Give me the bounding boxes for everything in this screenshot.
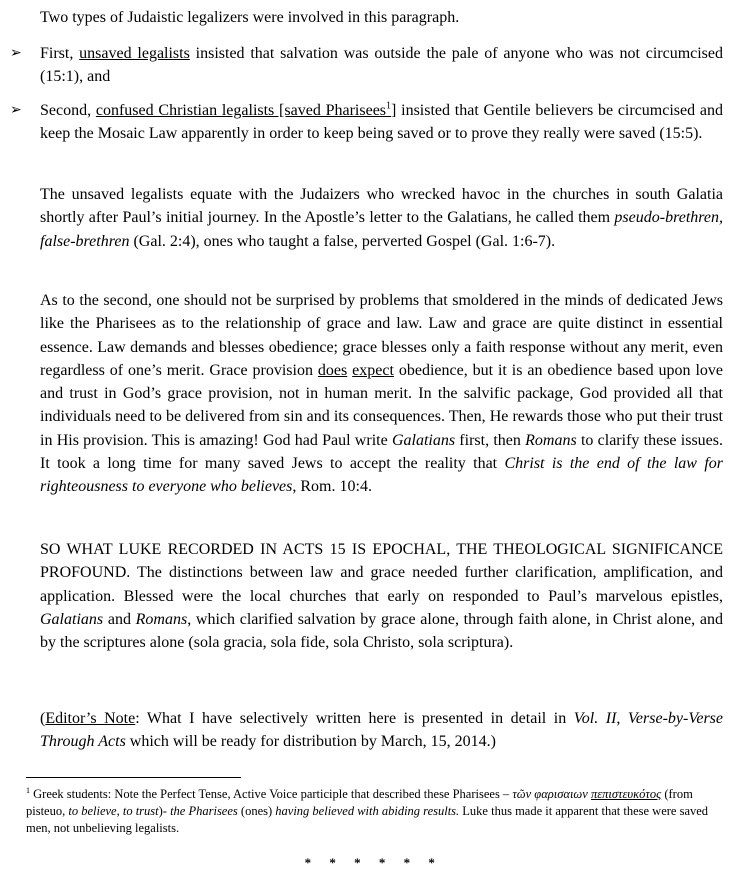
bullet-term: unsaved legalists xyxy=(79,45,190,62)
text-run: , which clarified salvation by grace alone, through faith alone, in Christ alone, and by the scriptures alone (sola gracia, sola fide, sola Christo, sola scriptura). xyxy=(40,610,723,652)
bullet-lead: First, xyxy=(40,45,80,62)
section-separator: * * * * * * xyxy=(304,855,436,870)
italic-run: having believed with abiding results. xyxy=(275,804,460,818)
italic-run: to believe, to trust xyxy=(68,804,159,818)
text-run: (Gal. 2:4), ones who taught a false, perverted Gospel (Gal. 1:6-7). xyxy=(129,232,556,250)
paragraph-law-and-grace xyxy=(40,289,723,499)
bullet-term-end: ] xyxy=(391,102,397,119)
editors-note-label: Editor’s Note xyxy=(45,710,136,727)
footnote-reference: 1 xyxy=(386,100,392,112)
bullet-term xyxy=(96,102,391,119)
editors-note xyxy=(40,707,723,754)
text-run: As to the second, one should not be surprised by problems that smoldered in the minds of dedicated Jews like the Pharisees as to the relationship of grace and law. Law and grace are quite distinct in essential essence. Law demands and blesses obedience; grace blesses only a faith response without any merit, even regardless of one’s merit. Grace provision xyxy=(40,292,723,379)
text-run: : What I have selectively written here is presented in detail in xyxy=(135,710,574,727)
underlined-run: does xyxy=(317,361,348,379)
text-run: )- xyxy=(158,804,171,818)
greek-text: τῶν φαρισαιων xyxy=(512,787,588,801)
bullet-lead: Second, xyxy=(40,102,96,119)
italic-run: pseudo-brethren, false-brethren xyxy=(40,209,723,250)
text-run: (ones) xyxy=(237,804,276,818)
bullet-term-text: confused Christian legalists [saved Pharisees xyxy=(95,102,387,119)
paragraph-epochal xyxy=(40,538,723,654)
italic-run: Galatians xyxy=(40,610,104,628)
text-run: Luke thus made it apparent that these were saved men, not unbelieving legalists. xyxy=(26,804,709,835)
italic-run: Romans xyxy=(135,610,188,628)
text-run: (from pisteuo, xyxy=(26,787,693,818)
text-run: obedience, but it is an obedience based upon love and trust in God’s grace provision, not in human merit. In the salvific package, God provided all that individuals need to be delivered from sin and its consequences. Then, He rewards those who put their trust in His provision. This is amazing! God had Paul write xyxy=(40,361,724,449)
text-run: SO WHAT LUKE RECORDED IN ACTS 15 IS EPOCHAL, THE THEOLOGICAL SIGNIFICANCE PROFOUND. The distinctions between law and grace needed further clarification, amplification, and application. Blessed were the local churches that early on responded to Paul’s marvelous epistles, xyxy=(40,541,723,605)
underlined-run: expect xyxy=(352,361,394,379)
text-run: first, then xyxy=(455,431,526,449)
text-run: , Rom. 10:4. xyxy=(292,478,372,496)
italic-run: Christ is the end of the law for righteousness to everyone who believes xyxy=(40,455,723,496)
text-run: and xyxy=(103,610,136,628)
arrow-bullet-icon: ➢ xyxy=(10,102,22,118)
intro-paragraph: Two types of Judaistic legalizers were involved in this paragraph. xyxy=(40,9,460,26)
text-run: ( xyxy=(40,710,46,727)
italic-run: the Pharisees xyxy=(170,804,238,818)
footnote-mark: 1 xyxy=(26,785,30,795)
text-run: which will be ready for distribution by March, 15, 2014.) xyxy=(125,733,496,751)
italic-run: Galatians xyxy=(391,431,456,449)
italic-run: Vol. II, Verse-by-Verse Through Acts xyxy=(40,710,724,751)
bullet-rest: insisted that salvation was outside the pale of anyone who was not circumcised (15:1), and xyxy=(40,45,724,86)
footnote-divider xyxy=(26,777,241,778)
text-run: The unsaved legalists equate with the Judaizers who wrecked havoc in the churches in south Galatia shortly after Paul’s initial journey. In the Apostle’s letter to the Galatians, he called them xyxy=(40,186,723,227)
text-run: to clarify these issues. It took a long time for many saved Jews to accept the reality that xyxy=(40,431,723,473)
paragraph-unsaved-legalists xyxy=(40,183,723,253)
bullet-text xyxy=(40,99,723,146)
bullet-text xyxy=(40,42,723,89)
footnote xyxy=(26,786,723,837)
arrow-bullet-icon: ➢ xyxy=(10,45,22,61)
text-run: Greek students: Note the Perfect Tense, Active Voice participle that described these Pharisees – xyxy=(30,787,513,801)
greek-text: πεπιστευκότος xyxy=(590,787,662,801)
italic-run: Romans xyxy=(525,431,577,449)
bullet-rest: insisted that Gentile believers be circumcised and keep the Mosaic Law apparently in order to keep being saved or to prove they really were saved (15:5). xyxy=(40,102,723,143)
